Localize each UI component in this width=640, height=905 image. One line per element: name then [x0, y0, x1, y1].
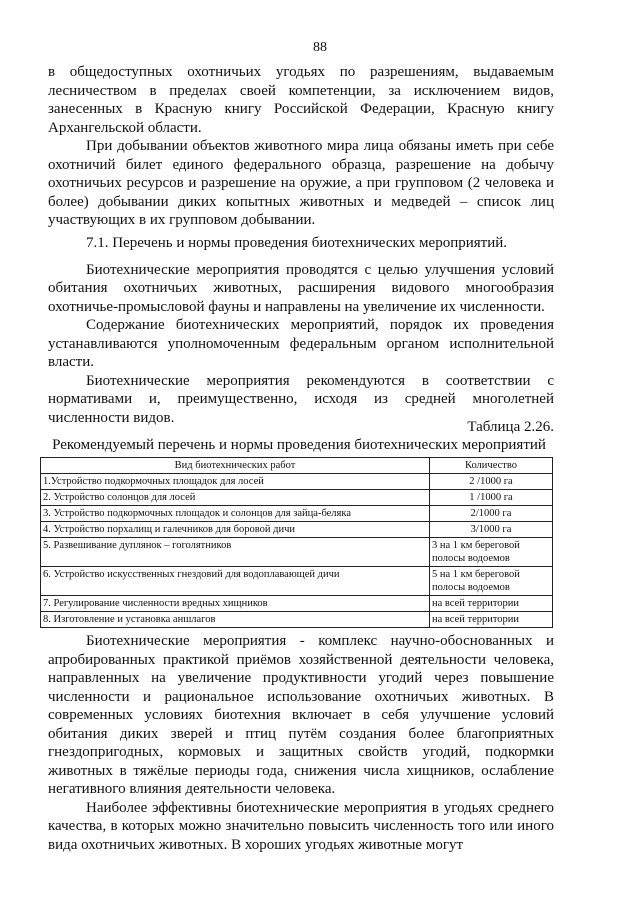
- work-type-cell: 8. Изготовление и установка аншлагов: [41, 612, 430, 628]
- work-type-cell: 2. Устройство солонцов для лосей: [41, 490, 430, 506]
- paragraph-efficiency: Наиболее эффективны биотехнические мероприятия в угодьях среднего качества, в которых можно значительно повысить численность того или иного вида охотничьих животных. В хороших угодьях животные могут: [48, 799, 554, 853]
- paragraph-purpose: Биотехнические мероприятия проводятся с целью улучшения условий обитания охотничьих животных, расширения видового многообразия охотничье-промысловой фауны и направлены на увеличение их численности.: [48, 261, 554, 315]
- work-type-cell: 5. Развешивание дуплянок – гоголятников: [41, 538, 430, 567]
- table-row: [41, 612, 553, 628]
- table-row: [41, 567, 553, 596]
- work-type-cell: 7. Регулирование численности вредных хищников: [41, 596, 430, 612]
- work-type-cell: 3. Устройство подкормочных площадок и солонцов для зайца-беляка: [41, 506, 430, 522]
- table-row: [41, 506, 553, 522]
- quantity-cell: 1 /1000 га: [430, 490, 553, 506]
- bottom-text-block: [48, 632, 554, 854]
- page-number: 88: [313, 40, 327, 55]
- quantity-cell: 2/1000 га: [430, 506, 553, 522]
- table-row: [41, 522, 553, 538]
- quantity-cell: на всей территории: [430, 596, 553, 612]
- header-work-type: Вид биотехнических работ: [41, 458, 430, 474]
- quantity-cell: на всей территории: [430, 612, 553, 628]
- table-row: [41, 538, 553, 567]
- quantity-cell: 3/1000 га: [430, 522, 553, 538]
- paragraph-content: Содержание биотехнических мероприятий, порядок их проведения устанавливаются уполномоченным федеральным органом исполнительной власти.: [48, 317, 554, 370]
- paragraph-continuation: в общедоступных охотничьих угодьях по разрешениям, выдаваемым лесничеством в пределах своей компетенции, за исключением видов, занесенных в Красную книгу Российской Федерации, Красную книгу Архангельской области.: [48, 64, 554, 136]
- table-row: [41, 474, 553, 490]
- quantity-cell: 3 на 1 км береговой полосы водоемов: [430, 538, 553, 567]
- quantity-cell: 2 /1000 га: [430, 474, 553, 490]
- work-type-cell: 4. Устройство порхалищ и галечников для боровой дичи: [41, 522, 430, 538]
- table-header-row: [41, 458, 553, 474]
- section-block: [48, 234, 554, 427]
- header-quantity: Количество: [430, 458, 553, 474]
- work-type-cell: 6. Устройство искусственных гнездовий для водоплавающей дичи: [41, 567, 430, 596]
- table-row: [41, 596, 553, 612]
- table-row: [41, 490, 553, 506]
- table-title: Рекомендуемый перечень и нормы проведения биотехнических мероприятий: [52, 437, 546, 453]
- paragraph-biotechnics-definition: Биотехнические мероприятия - комплекс научно-обоснованных и апробированных практикой приёмов хозяйственной деятельности человека, направленных на увеличение продуктивности угодий через повышение численности и рациональное использование охотничьих животных. В современных условиях биотехния включает в себя улучшение условий обитания диких зверей и птиц путём создания более благоприятных гнездопригодных, кормовых и защитных свойств угодий, подкормки животных в тяжёлые периоды года, снижения числа хищников, ослабление негативного влияния деятельности человека.: [48, 633, 554, 797]
- section-heading: 7.1. Перечень и нормы проведения биотехнических мероприятий.: [86, 235, 508, 251]
- top-text-block: [48, 63, 554, 230]
- quantity-cell: 5 на 1 км береговой полосы водоемов: [430, 567, 553, 596]
- measures-table: [40, 457, 553, 628]
- paragraph-norms: Биотехнические мероприятия рекомендуются в соответствии с нормативами и, преимущественно, исходя из средней многолетней численности видов.: [48, 372, 554, 426]
- table-caption: Таблица 2.26.: [467, 419, 554, 435]
- work-type-cell: 1.Устройство подкормочных площадок для лосей: [41, 474, 430, 490]
- paragraph-hunting-requirements: При добывании объектов животного мира лица обязаны иметь при себе охотничий билет единого федерального образца, разрешение на добычу охотничьих ресурсов и разрешение на оружие, а при групповом (2 человека и более) добывании диких копытных животных и медведей – список лиц участвующих в их групповом добывании.: [48, 138, 554, 228]
